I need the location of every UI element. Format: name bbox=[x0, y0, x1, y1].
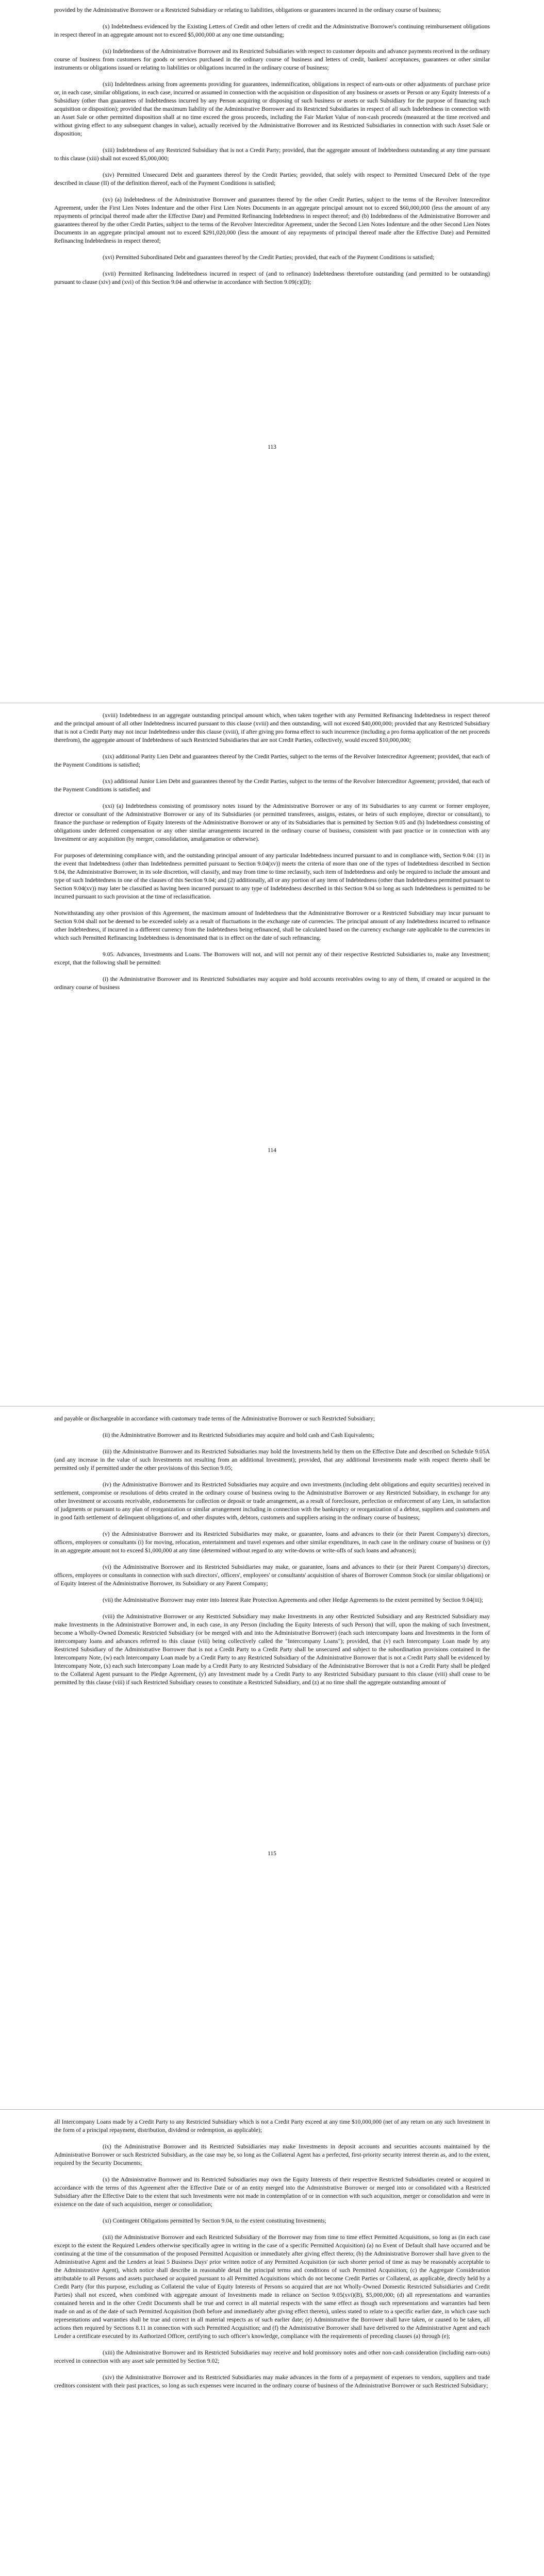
paragraph: For purposes of determining compliance with, and the outstanding principal amount of any particular Indebtedness incurred pursuant to and in compliance with, Section 9.04: (1) in the event that Indebtedness (other than Indebtedness permitted pursuant to Section 9.04(xv)) meets the criteria of more than one of the types of Indebtedness described in Section 9.04, the Administrative Borrower, in its sole discretion, will classify, and may from time to time reclassify, such item of Indebtedness and only be required to include the amount and type of such Indebtedness in one of the clauses of this Section 9.04; and (2) additionally, all or any portion of any item of Indebtedness (other than Indebtedness permitted pursuant to Section 9.04(xv)) may later be classified as having been incurred pursuant to any type of Indebtedness described in this Section 9.04 so long as such Indebtedness is permitted to be incurred pursuant to such provision at the time of reclassification. bbox=[54, 852, 490, 900]
paragraph: (xvi) Permitted Subordinated Debt and guarantees thereof by the Credit Parties; provided, that each of the Payment Conditions is satisfied; bbox=[103, 254, 435, 261]
paragraph: (xvii) Permitted Refinancing Indebtedness incurred in respect of (and to refinance) Indebtedness theretofore outstanding (and permitted to be outstanding) pursuant to clause (xiv) and (xvi) of this Section 9.04 and otherwise in accordance with Section 9.09(c)(D); bbox=[54, 270, 490, 285]
page-number: 113 bbox=[268, 444, 276, 450]
paragraph: (vi) the Administrative Borrower and its Restricted Subsidiaries may make, or guarantee, loans and advances to their (or their Parent Company's) directors, officers, employees or consultants in connection with such directors', officers', employees' or consultants' acquisition of shares of Borrower Common Stock (or similar obligations) or of Equity Interest of the Administrative Borrower, its Subsidiary or any Parent Company; bbox=[54, 1564, 490, 1587]
page-text bbox=[54, 2118, 490, 2398]
section-heading-9-05: 9.05. Advances, Investments and Loans. The Borrowers will not, and will not permit any of their respective Restricted Subsidiaries to, make any Investment; except, that the following shall be permitted: bbox=[54, 951, 490, 966]
paragraph: (xv) (a) Indebtedness of the Administrative Borrower and guarantees thereof by the other Credit Parties, subject to the terms of the Revolver Intercreditor Agreement, under the First Lien Notes Indenture and the other First Lien Notes Documents in an aggregate principal amount not to exceed $60,000,000 (less the amount of any repayments of principal thereof made after the Effective Date) and Permitted Refinancing Indebtedness in respect thereof; and (b) Indebtedness of the Administrative Borrower and guarantees thereof by the other Credit Parties, subject to the terms of the Revolver Intercreditor Agreement, under the Second Lien Notes Indenture and the other Second Lien Notes Documents in an aggregate principal amount not to exceed $291,020,000 (less the amount of any repayments of principal thereof made after the Effective Date) and Permitted Refinancing Indebtedness in respect thereof; bbox=[54, 196, 490, 244]
paragraph: (x) Indebtedness evidenced by the Existing Letters of Credit and other letters of credit and the Administrative Borrower's continuing reimbursement obligations in respect thereof in an aggregate amount not to exceed $5,000,000 at any one time outstanding; bbox=[54, 23, 490, 38]
paragraph: and payable or dischargeable in accordance with customary trade terms of the Administrative Borrower or such Restricted Subsidiary; bbox=[54, 1415, 375, 1422]
paragraph: (xix) additional Parity Lien Debt and guarantees thereof by the Credit Parties, subject to the terms of the Revolver Intercreditor Agreement; provided, that each of the Payment Conditions is satisfied; bbox=[54, 753, 490, 768]
paragraph: (viii) the Administrative Borrower or any Restricted Subsidiary may make Investments in any other Restricted Subsidiary and any Restricted Subsidiary may make Investments in the Administrative Borrower and, in each case, in any Person (including the Equity Interests of such Person) that will, upon the making of such Investment, become a Wholly-Owned Domestic Restricted Subsidiary (or be merged with and into the Administrative Borrower) (each such intercompany loans and Investments in the form of intercompany loans and advances referred to this clause (viii) being collectively called the "Intercompany Loans"); provided, that (v) each Intercompany Loan made by any Restricted Subsidiary of the Administrative Borrower that is not a Credit Party to a Credit Party shall be unsecured and subject to the subordination provisions contained in the Intercompany Note, (w) each Intercompany Loan made by a Credit Party to any Restricted Subsidiary of the Administrative Borrower that is not a Credit Party shall be evidenced by Intercompany Note, (x) each such Intercompany Loan made by a Credit Party to any Restricted Subsidiary of the Administrative Borrower that is not a Credit Party shall be pledged to the Collateral Agent pursuant to the Pledge Agreement, (y) any Investment made by a Credit Party to any Restricted Subsidiary pursuant to this clause (viii) shall cease to be permitted by this clause (viii) if such Restricted Subsidiary ceases to constitute a Restricted Subsidiary, and (z) at no time shall the aggregate outstanding amount of bbox=[54, 1613, 490, 1686]
paragraph: (vii) the Administrative Borrower may enter into Interest Rate Protection Agreements and other Hedge Agreements to the extent permitted by Section 9.04(iii); bbox=[103, 1597, 483, 1603]
paragraph: (xiii) the Administrative Borrower and its Restricted Subsidiaries may receive and hold promissory notes and other non-cash consideration (including earn-outs) received in connection with any asset sale permitted by Section 9.02; bbox=[54, 2349, 490, 2364]
paragraph: (v) the Administrative Borrower and its Restricted Subsidiaries may make, or guarantee, loans and advances to their (or their Parent Company's) directors, officers, employees or consultants (i) for moving, relocation, entertainment and travel expenses and other similar expenditures, in each case in the ordinary course of business or (y) in an aggregate amount not to exceed $1,000,000 at any time (determined without regard to any write-downs or write-offs of such loans and advances); bbox=[54, 1531, 490, 1554]
page-text bbox=[54, 6, 490, 295]
page-number: 114 bbox=[268, 1147, 276, 1154]
paragraph: (iii) the Administrative Borrower and its Restricted Subsidiaries may hold the Investments held by them on the Effective Date and described on Schedule 9.05A (and any increase in the value of such Investments not resulting from an additional Investment); provided, that any additional Investments made with respect thereto shall be permitted only if permitted under the other provisions of this Section 9.05; bbox=[54, 1448, 490, 1471]
paragraph: (xviii) Indebtedness in an aggregate outstanding principal amount which, when taken together with any Permitted Refinancing Indebtedness in respect thereof and the principal amount of all other Indebtedness incurred pursuant to this clause (xviii) and then outstanding, will not exceed $40,000,000; provided that any Restricted Subsidiary that is not a Credit Party may not incur Indebtedness under this clause (xviii), if after giving pro forma effect to such incurrence (including a pro forma application of the net proceeds therefrom), the aggregate amount of Indebtedness of such Restricted Subsidiaries that are not Credit Parties, collectively, would exceed $10,000,000; bbox=[54, 712, 490, 743]
paragraph: (xii) the Administrative Borrower and each Restricted Subsidiary of the Borrower may from time to time effect Permitted Acquisitions, so long as (in each case except to the extent the Required Lenders otherwise specifically agree in writing in the case of a specific Permitted Acquisition) (a) no Event of Default shall have occurred and be continuing at the time of the consummation of the proposed Permitted Acquisition or immediately after giving effect thereto; (b) the Administrative Borrower shall have given to the Administrative Agent and the Lenders at least 5 Business Days' prior written notice of any Permitted Acquisition (or such shorter period of time as may be reasonably acceptable to the Administrative Agent), which notice shall describe in reasonable detail the principal terms and conditions of such Permitted Acquisition; (c) the Aggregate Consideration attributable to all Persons and assets purchased or acquired pursuant to all Permitted Acquisitions which do not become Credit Parties or Collateral, as applicable, directly held by a Credit Party (for this purpose, excluding as Collateral the value of Equity Interests of Persons so acquired that are not Wholly-Owned Domestic Restricted Subsidiaries and Credit Parties) shall not exceed, when combined with aggregate amount of Investments made in reliance on Section 9.05(xvi)(B), $5,000,000; (d) all representations and warranties contained herein and in the other Credit Documents shall be true and correct in all material respects with the same effect as though such representations and warranties had been made on and as of the date of such Permitted Acquisition (both before and immediately after giving effect thereto), unless stated to relate to a specific earlier date, in which case such representations and warranties shall be true and correct in all material respects as of such earlier date; (e) Administrative the Borrower shall have taken, or caused to be taken, all actions then required by Sections 8.11 in connection with such Permitted Acquisition; and (f) the Administrative Borrower shall have delivered to the Administrative Agent and each Lender a certificate executed by its Authorized Officer, certifying to such officer's knowledge, compliance with the requirements of preceding clauses (a) through (e); bbox=[54, 2234, 490, 2340]
paragraph: (iv) the Administrative Borrower and its Restricted Subsidiaries may acquire and own investments (including debt obligations and equity securities) received in settlement, compromise or resolutions of debts created in the ordinary course of business owing to the Administrative Borrower or any Restricted Subsidiary, in exchange for any other Investment or accounts receivable, endorsements for collection or deposit or trade arrangement, as a result of foreclosure, perfection or enforcement of any Lien, in satisfaction of judgments or pursuant to any plan of reorganization or similar arrangement including in connection with the bankruptcy or reorganization of a debtor, suppliers and customers and in good faith settlement of delinquent obligations of, and other disputes with, debtors, customers and suppliers arising in the ordinary course of business; bbox=[54, 1481, 490, 1521]
page-number: 115 bbox=[268, 1850, 276, 1857]
paragraph: (ii) the Administrative Borrower and its Restricted Subsidiaries may acquire and hold cash and Cash Equivalents; bbox=[103, 1432, 374, 1438]
paragraph: (ix) the Administrative Borrower and its Restricted Subsidiaries may make Investments in deposit accounts and securities accounts maintained by the Administrative Borrower or such Restricted Subsidiary, as the case may be, so long as the Collateral Agent has a perfected, first-priority security interest therein as, and to the extent, required by the Security Documents; bbox=[54, 2143, 490, 2166]
page-divider bbox=[0, 2109, 544, 2110]
paragraph: (xii) Indebtedness arising from agreements providing for guarantees, indemnification, obligations in respect of earn-outs or other adjustments of purchase price or, in each case, similar obligations, in each case, incurred or assumed in connection with the acquisition or disposition of any business or assets or Person or any Equity Interests of a Subsidiary (other than guarantees of Indebtedness incurred by any Person acquiring or disposing of such business or assets or such Subsidiary for the purpose of financing such acquisition or disposition); provided that the maximum liability of the Administrative Borrower and its Restricted Subsidiaries in respect of all such Indebtedness in connection with an Asset Sale or other permitted disposition shall at no time exceed the gross proceeds, including the Fair Market Value of non-cash proceeds (measured at the time received and without giving effect to any subsequent changes in value), actually received by the Administrative Borrower and its Restricted Subsidiaries in connection with such Asset Sale or disposition; bbox=[54, 81, 490, 137]
paragraph: (x) the Administrative Borrower and its Restricted Subsidiaries may own the Equity Interests of their respective Restricted Subsidiaries created or acquired in accordance with the terms of this Agreement after the Effective Date or of an entity merged into the Administrative Borrower or merged into or consolidated with a Restricted Subsidiary after the Effective Date to the extent that such Investments were not made in contemplation of or in connection with such acquisition, merger or consolidation and were in existence on the date of such acquisition, merger or consolidation; bbox=[54, 2176, 490, 2208]
page-text bbox=[54, 711, 490, 1000]
paragraph: (xiv) Permitted Unsecured Debt and guarantees thereof by the Credit Parties; provided, that solely with respect to Permitted Unsecured Debt of the type described in clause (II) of the definition thereof, each of the Payment Conditions is satisfied; bbox=[54, 172, 490, 187]
paragraph: (xiii) Indebtedness of any Restricted Subsidiary that is not a Credit Party; provided, that the aggregate amount of Indebtedness outstanding at any time pursuant to this clause (xiii) shall not exceed $5,000,000; bbox=[54, 147, 490, 162]
paragraph: all Intercompany Loans made by a Credit Party to any Restricted Subsidiary which is not a Credit Party exceed at any time $10,000,000 (net of any return on any such Investment in the form of a principal repayment, distribution, dividend or redemption, as applicable); bbox=[54, 2119, 490, 2133]
paragraph: (i) the Administrative Borrower and its Restricted Subsidiaries may acquire and hold accounts receivables owing to any of them, if created or acquired in the ordinary course of business bbox=[54, 976, 490, 991]
paragraph: (xxi) (a) Indebtedness consisting of promissory notes issued by the Administrative Borrower or any of its Subsidiaries to any current or former employee, director or consultant of the Administrative Borrower or any of its Subsidiaries (or permitted transferees, assigns, estates, or heirs of such employee, director or consultant), to finance the purchase or redemption of Equity Interests of the Administrative Borrower or any of its Subsidiaries that is permitted by Section 9.05 and (b) Indebtedness consisting of obligations under deferred compensation or any other similar arrangements incurred in the ordinary course of business, consistent with past practice or in connection with any Investment or any acquisition (by merger, consolidation, amalgamation or otherwise). bbox=[54, 803, 490, 842]
paragraph: (xx) additional Junior Lien Debt and guarantees thereof by the Credit Parties, subject to the terms of the Revolver Intercreditor Agreement; provided, that each of the Payment Conditions is satisfied; and bbox=[54, 778, 490, 793]
paragraph: Notwithstanding any other provision of this Agreement, the maximum amount of Indebtedness that the Administrative Borrower or a Restricted Subsidiary may incur pursuant to Section 9.04 shall not be deemed to be exceeded solely as a result of fluctuations in the exchange rate of currencies. The principal amount of any Indebtedness incurred to refinance other Indebtedness, if incurred in a different currency from the Indebtedness being refinanced, shall be calculated based on the currency exchange rate applicable to the currencies in which such Permitted Refinancing Indebtedness is denominated that is in effect on the date of such refinancing. bbox=[54, 910, 490, 941]
paragraph: provided by the Administrative Borrower or a Restricted Subsidiary or relating to liabilities, obligations or guarantees incurred in the ordinary course of business; bbox=[54, 7, 441, 13]
page-text bbox=[54, 1415, 490, 1695]
paragraph: (xiv) the Administrative Borrower and its Restricted Subsidiaries may make advances in the form of a prepayment of expenses to vendors, suppliers and trade creditors consistent with their past practices, so long as such expenses were incurred in the ordinary course of business of the Administrative Borrower or such Restricted Subsidiary; bbox=[54, 2374, 490, 2389]
paragraph: (xi) Contingent Obligations permitted by Section 9.04, to the extent constituting Investments; bbox=[103, 2217, 326, 2224]
paragraph: (xi) Indebtedness of the Administrative Borrower and its Restricted Subsidiaries with respect to customer deposits and advance payments received in the ordinary course of business from customers for goods or services purchased in the ordinary course of business and letters of credit, bankers' acceptances, guarantees or other similar instruments or obligations issued or relating to liabilities or obligations incurred in the ordinary course of business; bbox=[54, 48, 490, 71]
